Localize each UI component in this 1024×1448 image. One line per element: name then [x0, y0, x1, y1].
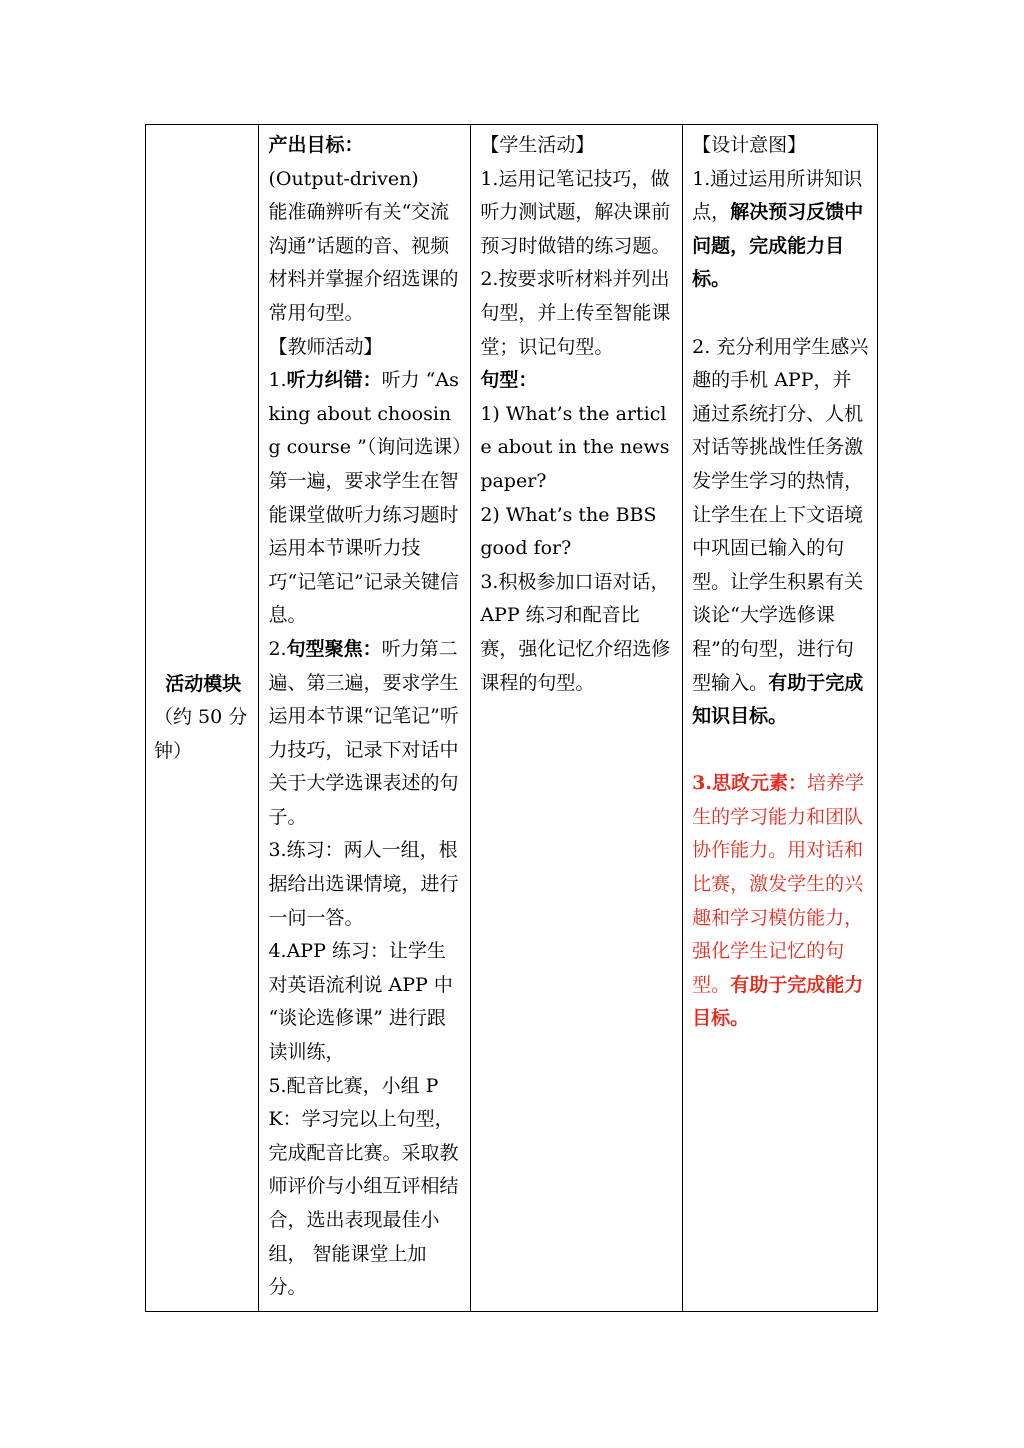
point-emphasis: 有助于完成能力目标。 [692, 973, 864, 1030]
output-goal-title: 产出目标： [268, 134, 364, 156]
table-row [146, 125, 878, 1312]
point-text: 1.通过运用所讲知识点， [692, 167, 863, 224]
student-activity-cell [471, 125, 683, 1312]
teacher-activity-cell [259, 125, 471, 1312]
module-title: 活动模块 [165, 672, 242, 695]
step-number: 1. [268, 369, 287, 392]
point-emphasis: 解决预习反馈中问题，完成能力目标。 [692, 201, 864, 291]
module-duration: （约 50 分钟） [154, 706, 248, 762]
step-title: 听力纠错： [286, 369, 382, 392]
teacher-activity-header: 【教师活动】 [268, 335, 383, 358]
step-number: 2. [268, 637, 287, 660]
step-title: 句型聚焦： [286, 637, 382, 660]
sentence-pattern-2: 2) What’s the BBS good for? [480, 503, 657, 560]
step-text: 听力第二遍、第三遍，要求学生运用本节课“记笔记”听力技巧，记录下对话中关于大学选课表述的句子。 [268, 637, 459, 828]
teacher-step-1 [268, 364, 462, 633]
teacher-step-5: 5.配音比赛，小组 PK：学习完以上句型，完成配音比赛。采取教师评价与小组互评相结合，选出表现最佳小组， 智能课堂上加分。 [268, 1074, 459, 1299]
point-title: 3.思政元素： [692, 772, 808, 795]
student-activity-header: 【学生活动】 [480, 134, 595, 156]
lesson-plan-table [145, 124, 878, 1312]
design-intent-header: 【设计意图】 [692, 134, 807, 156]
student-step-2: 2.按要求听材料并列出句型，并上传至智能课堂；识记句型。 [480, 268, 671, 358]
design-point-1 [692, 163, 869, 297]
design-intent-cell [683, 125, 878, 1312]
module-cell [146, 125, 259, 1312]
student-step-1: 1.运用记笔记技巧，做听力测试题，解决课前预习时做错的练习题。 [480, 167, 671, 257]
design-point-2 [692, 331, 869, 734]
output-goal-text: 能准确辨听有关“交流沟通”话题的音、视频材料并掌握介绍选课的常用句型。 [268, 201, 459, 324]
teacher-step-4: 4.APP 练习：让学生对英语流利说 APP 中 “谈论选修课” 进行跟读训练， [268, 940, 453, 1064]
output-goal-en: (Output-driven) [268, 167, 419, 190]
sentence-pattern-title: 句型： [480, 369, 538, 392]
teacher-step-2 [268, 633, 462, 835]
point-text: 2. 充分利用学生感兴趣的手机 APP，并通过系统打分、人机对话等挑战性任务激发学生学习的热情，让学生在上下文语境中巩固已输入的句型。让学生积累有关谈论“大学选修课程”的句型，进行句型输入。 [692, 335, 869, 694]
teacher-step-3: 3.练习：两人一组，根据给出选课情境，进行一问一答。 [268, 839, 459, 929]
spacer [692, 734, 869, 768]
sentence-pattern-1: 1) What’s the article about in the newspaper? [480, 402, 670, 492]
point-text: 培养学生的学习能力和团队协作能力。用对话和比赛，激发学生的兴趣和学习模仿能力，强化学生记忆的句型。 [692, 772, 865, 996]
spacer [692, 297, 869, 331]
student-step-3: 3.积极参加口语对话，APP 练习和配音比赛，强化记忆介绍选修课程的句型。 [480, 570, 671, 694]
design-point-3-ideology [692, 767, 869, 1036]
step-text: 听力 “Asking about choosing course ”（询问选课）第一遍，要求学生在智能课堂做听力练习题时运用本节课听力技巧“记笔记”记录关键信息。 [268, 369, 462, 627]
point-emphasis: 有助于完成知识目标。 [692, 671, 864, 728]
